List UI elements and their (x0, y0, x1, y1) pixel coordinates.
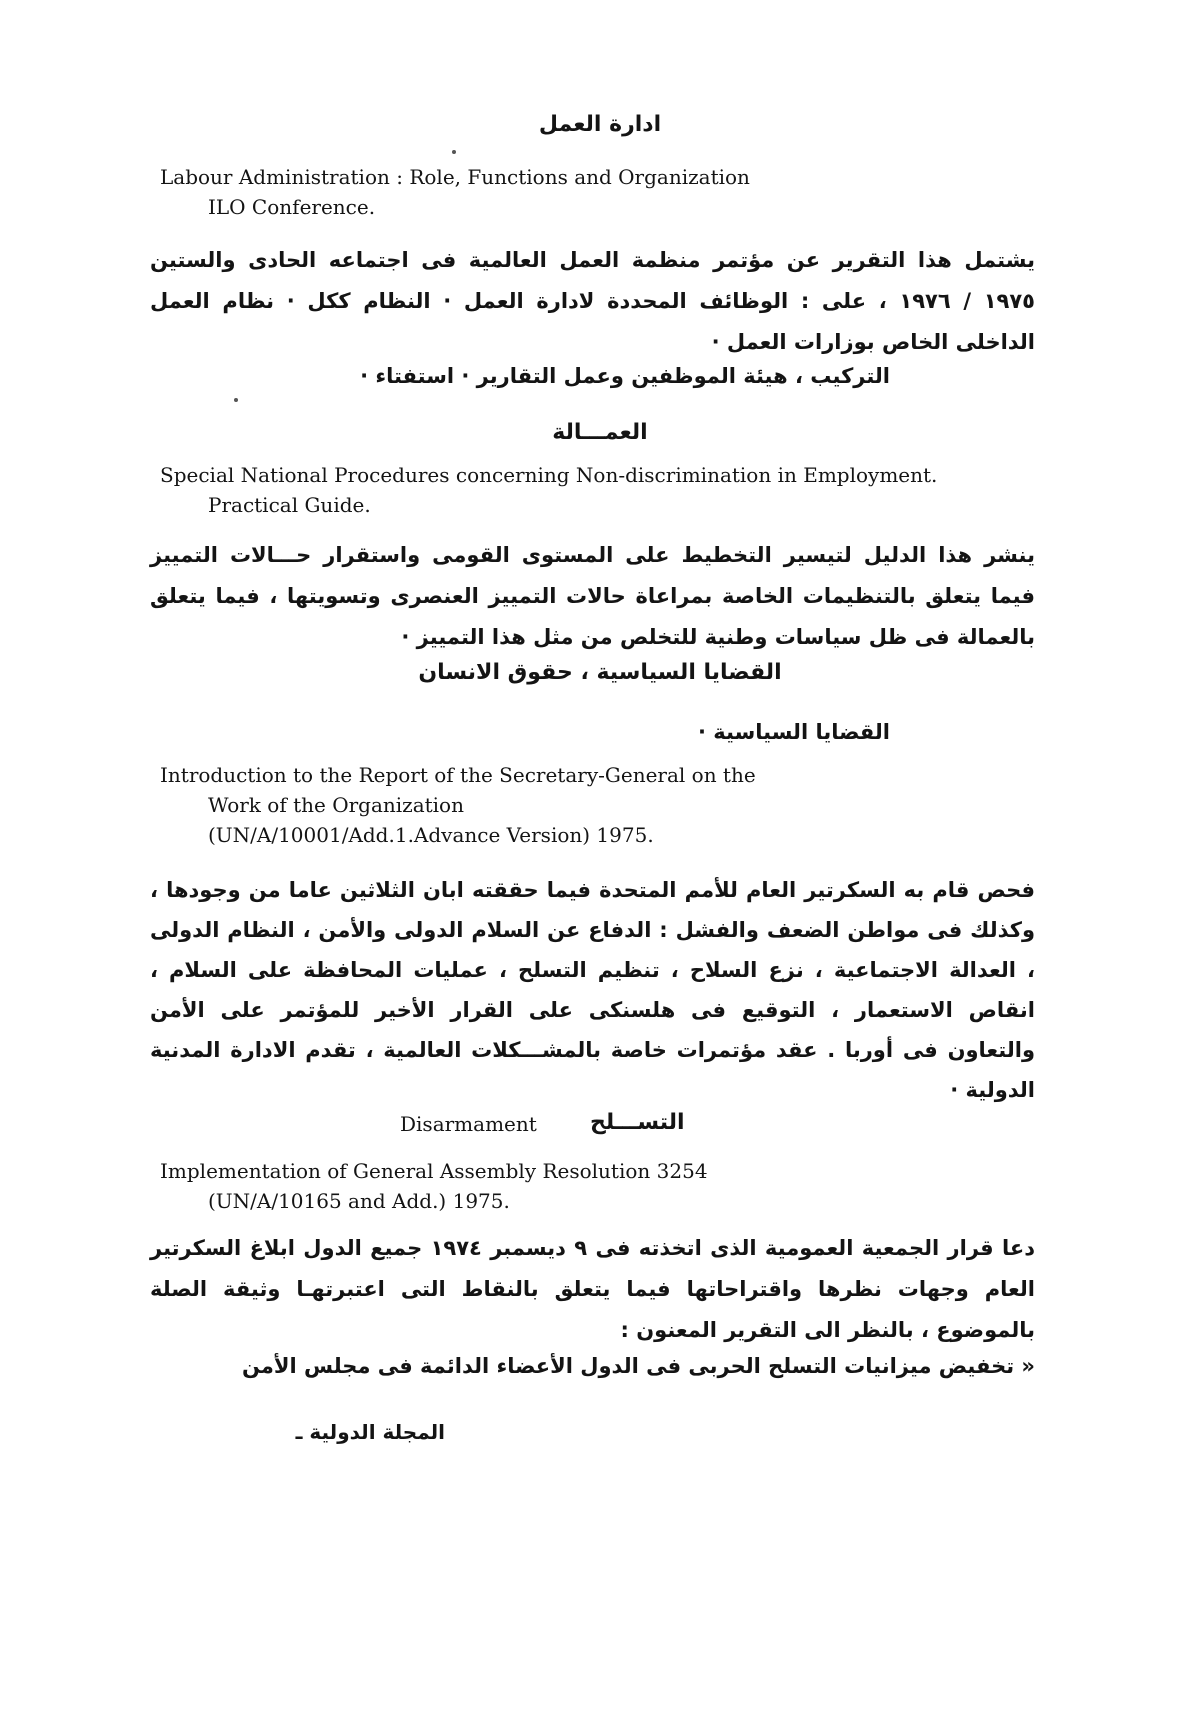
en-title-line: Special National Procedures concerning Non-discrimination in Employment. (160, 463, 938, 487)
en-title-line: Implementation of General Assembly Resolution 3254 (160, 1159, 708, 1183)
en-title-line: Introduction to the Report of the Secretary-General on the (160, 763, 756, 787)
section-heading-labour-admin: ادارة العمل (538, 112, 662, 137)
section-heading-disarmament-ar: التســـلح (590, 1110, 685, 1135)
scan-speck (452, 150, 456, 154)
quote-disarmament: « تخفيض ميزانيات التسلح الحربى فى الدول الأعضاء الدائمة فى مجلس الأمن (242, 1354, 1035, 1378)
subheading-political: القضايا السياسية · (697, 720, 890, 744)
en-title-employment (160, 460, 960, 520)
scan-speck (234, 398, 238, 402)
paragraph-labour-admin: يشتمل هذا التقرير عن مؤتمر منظمة العمل العالمية فى اجتماعه الحادى والستين ١٩٧٥ / ١٩٧٦ ، على : الوظائف المحددة لادارة العمل · النظام ككل · نظام العمل الداخلى الخاص بوزارات العمل · (150, 248, 1035, 354)
en-title-disarmament (160, 1156, 960, 1216)
section-heading-political: القضايا السياسية ، حقوق الانسان (418, 660, 782, 685)
en-title-line: Work of the Organization (208, 793, 464, 817)
en-title-line: (UN/A/10001/Add.1.Advance Version) 1975. (208, 823, 654, 847)
en-title-labour-admin (160, 162, 960, 222)
en-title-line: Labour Administration : Role, Functions and Organization (160, 165, 750, 189)
en-title-line: ILO Conference. (208, 195, 376, 219)
en-title-line: Practical Guide. (208, 493, 371, 517)
en-title-political (160, 760, 960, 850)
paragraph-labour-admin-2: التركيب ، هيئة الموظفين وعمل التقارير · استفتاء · (360, 364, 890, 388)
paragraph-disarmament: دعا قرار الجمعية العمومية الذى اتخذته فى ٩ ديسمبر ١٩٧٤ جميع الدول ابلاغ السكرتير العام وجهات نظرها واقتراحاتها فيما يتعلق بالنقاط التى اعتبرتهـا وثيقة الصلة بالموضوع ، بالنظر الى التقرير المعنون : (150, 1236, 1035, 1342)
running-footer-title: المجلة الدولية ـ (295, 1420, 445, 1444)
paragraph-employment: ينشر هذا الدليل لتيسير التخطيط على المستوى القومى واستقرار حـــالات التمييز فيما يتعلق بالتنظيمات الخاصة بمراعاة حالات التمييز العنصرى وتسويتها ، فيما يتعلق بالعمالة فى ظل سياسات وطنية للتخلص من مثل هذا التمييز · (150, 543, 1035, 649)
section-heading-employment: العمـــالة (552, 420, 648, 445)
section-heading-disarmament-en: Disarmament (400, 1112, 537, 1136)
en-title-line: (UN/A/10165 and Add.) 1975. (208, 1189, 510, 1213)
paragraph-political: فحص قام به السكرتير العام للأمم المتحدة فيما حققته ابان الثلاثين عاما من وجودها ، وكذلك فى مواطن الضعف والفشل : الدفاع عن السلام الدولى والأمن ، النظام الدولى ، العدالة الاجتماعية ، نزع السلاح ، تنظيم التسلح ، عمليات المحافظة على السلام ، انقاص الاستعمار ، التوقيع فى هلسنكى على القرار الأخير للمؤتمر على الأمن والتعاون فى أوربا . عقد مؤتمرات خاصة بالمشـــكلات العالمية ، تقدم الادارة المدنية الدولية · (150, 878, 1035, 1102)
